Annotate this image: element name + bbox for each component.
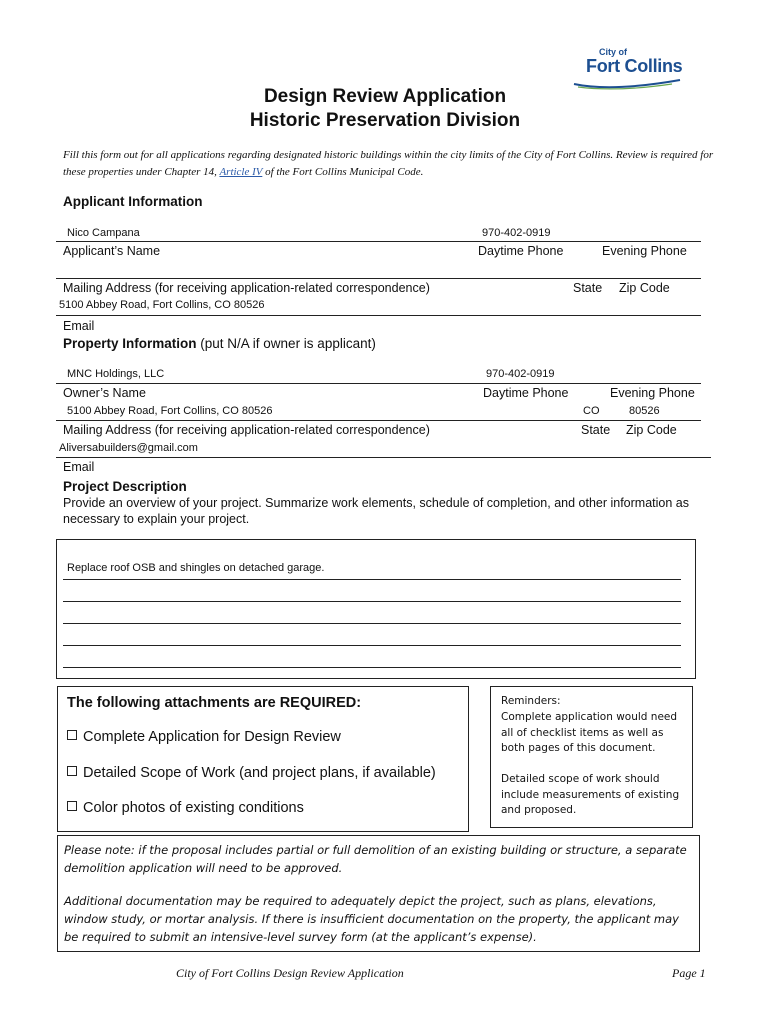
writing-line bbox=[63, 601, 681, 602]
property-heading: Property Information bbox=[63, 336, 197, 351]
owner-email-label: Email bbox=[63, 460, 95, 474]
owner-evening-phone-label: Evening Phone bbox=[610, 386, 695, 400]
applicant-name-value[interactable]: Nico Campana bbox=[67, 227, 140, 239]
divider bbox=[56, 315, 701, 316]
attachments-box bbox=[57, 686, 469, 832]
attachment-item[interactable] bbox=[67, 765, 436, 781]
attachment-item[interactable] bbox=[67, 729, 341, 745]
owner-address-value[interactable]: 5100 Abbey Road, Fort Collins, CO 80526 bbox=[67, 405, 273, 417]
attachment-item-label: Detailed Scope of Work (and project plans, if available) bbox=[83, 765, 436, 781]
attachment-item[interactable] bbox=[67, 800, 304, 816]
footer-page-number: Page 1 bbox=[672, 966, 706, 980]
owner-daytime-phone-label: Daytime Phone bbox=[483, 386, 569, 400]
writing-line bbox=[63, 645, 681, 646]
property-heading-note: (put N/A if owner is applicant) bbox=[196, 336, 376, 351]
intro-text-after: of the Fort Collins Municipal Code. bbox=[262, 166, 424, 178]
attachment-item-label: Color photos of existing conditions bbox=[83, 800, 304, 816]
note-para-2: Additional documentation may be required to adequately depict the project, such as plans, elevations, window study, or mortar analysis. If there is insufficient documentation on the property, the applicant may be required to submit an intensive-level survey form (at the applicant’s expense). bbox=[64, 894, 679, 944]
project-description-value[interactable]: Replace roof OSB and shingles on detached garage. bbox=[67, 562, 325, 574]
reminders-box bbox=[490, 686, 693, 828]
divider bbox=[56, 241, 701, 242]
reminders-title: Reminders: bbox=[501, 695, 561, 707]
attachments-heading: The following attachments are REQUIRED: bbox=[67, 695, 362, 711]
divider bbox=[56, 457, 711, 458]
project-heading: Project Description bbox=[63, 479, 187, 494]
checkbox-icon[interactable] bbox=[67, 801, 77, 811]
applicant-heading: Applicant Information bbox=[63, 194, 203, 209]
page-subtitle: Historic Preservation Division bbox=[249, 110, 521, 131]
attachment-item-label: Complete Application for Design Review bbox=[83, 729, 341, 745]
logo-name: Fort Collins bbox=[586, 56, 683, 76]
intro-text-before: Fill this form out for all applications regarding designated historic buildings within the city limits of the City of Fort Collins. Review is required for these properties under Chapter 14, bbox=[63, 149, 714, 178]
divider bbox=[56, 420, 701, 421]
writing-line bbox=[63, 623, 681, 624]
applicant-daytime-phone-label: Daytime Phone bbox=[478, 244, 564, 258]
note-box bbox=[57, 835, 700, 952]
applicant-email-label: Email bbox=[63, 319, 95, 333]
owner-email-value[interactable]: Aliversabuilders@gmail.com bbox=[59, 442, 198, 454]
applicant-zip-label: Zip Code bbox=[619, 281, 670, 295]
checkbox-icon[interactable] bbox=[67, 766, 77, 776]
divider bbox=[56, 278, 701, 279]
owner-state-value[interactable]: CO bbox=[583, 405, 600, 417]
owner-daytime-phone-value[interactable]: 970-402-0919 bbox=[486, 368, 555, 380]
applicant-daytime-phone-value[interactable]: 970-402-0919 bbox=[482, 227, 551, 239]
owner-zip-value[interactable]: 80526 bbox=[629, 405, 660, 417]
applicant-address-value[interactable]: 5100 Abbey Road, Fort Collins, CO 80526 bbox=[59, 299, 265, 311]
applicant-name-label: Applicant’s Name bbox=[63, 244, 161, 258]
logo-city-of: City of bbox=[599, 47, 627, 57]
property-heading-row bbox=[63, 336, 376, 351]
owner-name-value[interactable]: MNC Holdings, LLC bbox=[67, 368, 165, 380]
reminders-para-1: Complete application would need all of checklist items as well as both pages of this document. bbox=[501, 711, 678, 754]
owner-zip-label: Zip Code bbox=[626, 423, 677, 437]
owner-name-label: Owner’s Name bbox=[63, 386, 146, 400]
intro-text bbox=[63, 147, 723, 181]
project-description-box[interactable] bbox=[56, 539, 696, 679]
footer-doc-title: City of Fort Collins Design Review Application bbox=[176, 966, 404, 980]
project-instructions: Provide an overview of your project. Summarize work elements, schedule of completion, and other information as necessary to explain your project. bbox=[63, 496, 689, 526]
applicant-evening-phone-label: Evening Phone bbox=[602, 244, 687, 258]
reminders-para-2: Detailed scope of work should include measurements of existing and proposed. bbox=[501, 773, 680, 816]
divider bbox=[56, 383, 701, 384]
writing-line bbox=[63, 579, 681, 580]
owner-state-label: State bbox=[581, 423, 611, 437]
article-iv-link[interactable]: Article IV bbox=[219, 166, 263, 178]
applicant-state-label: State bbox=[573, 281, 603, 295]
note-para-1: Please note: if the proposal includes partial or full demolition of an existing building or structure, a separate demolition application will need to be approved. bbox=[64, 843, 687, 875]
checkbox-icon[interactable] bbox=[67, 730, 77, 740]
writing-line bbox=[63, 667, 681, 668]
applicant-mailing-label: Mailing Address (for receiving application-related correspondence) bbox=[63, 281, 430, 295]
page-title: Design Review Application bbox=[263, 86, 507, 107]
owner-mailing-label: Mailing Address (for receiving application-related correspondence) bbox=[63, 423, 430, 437]
